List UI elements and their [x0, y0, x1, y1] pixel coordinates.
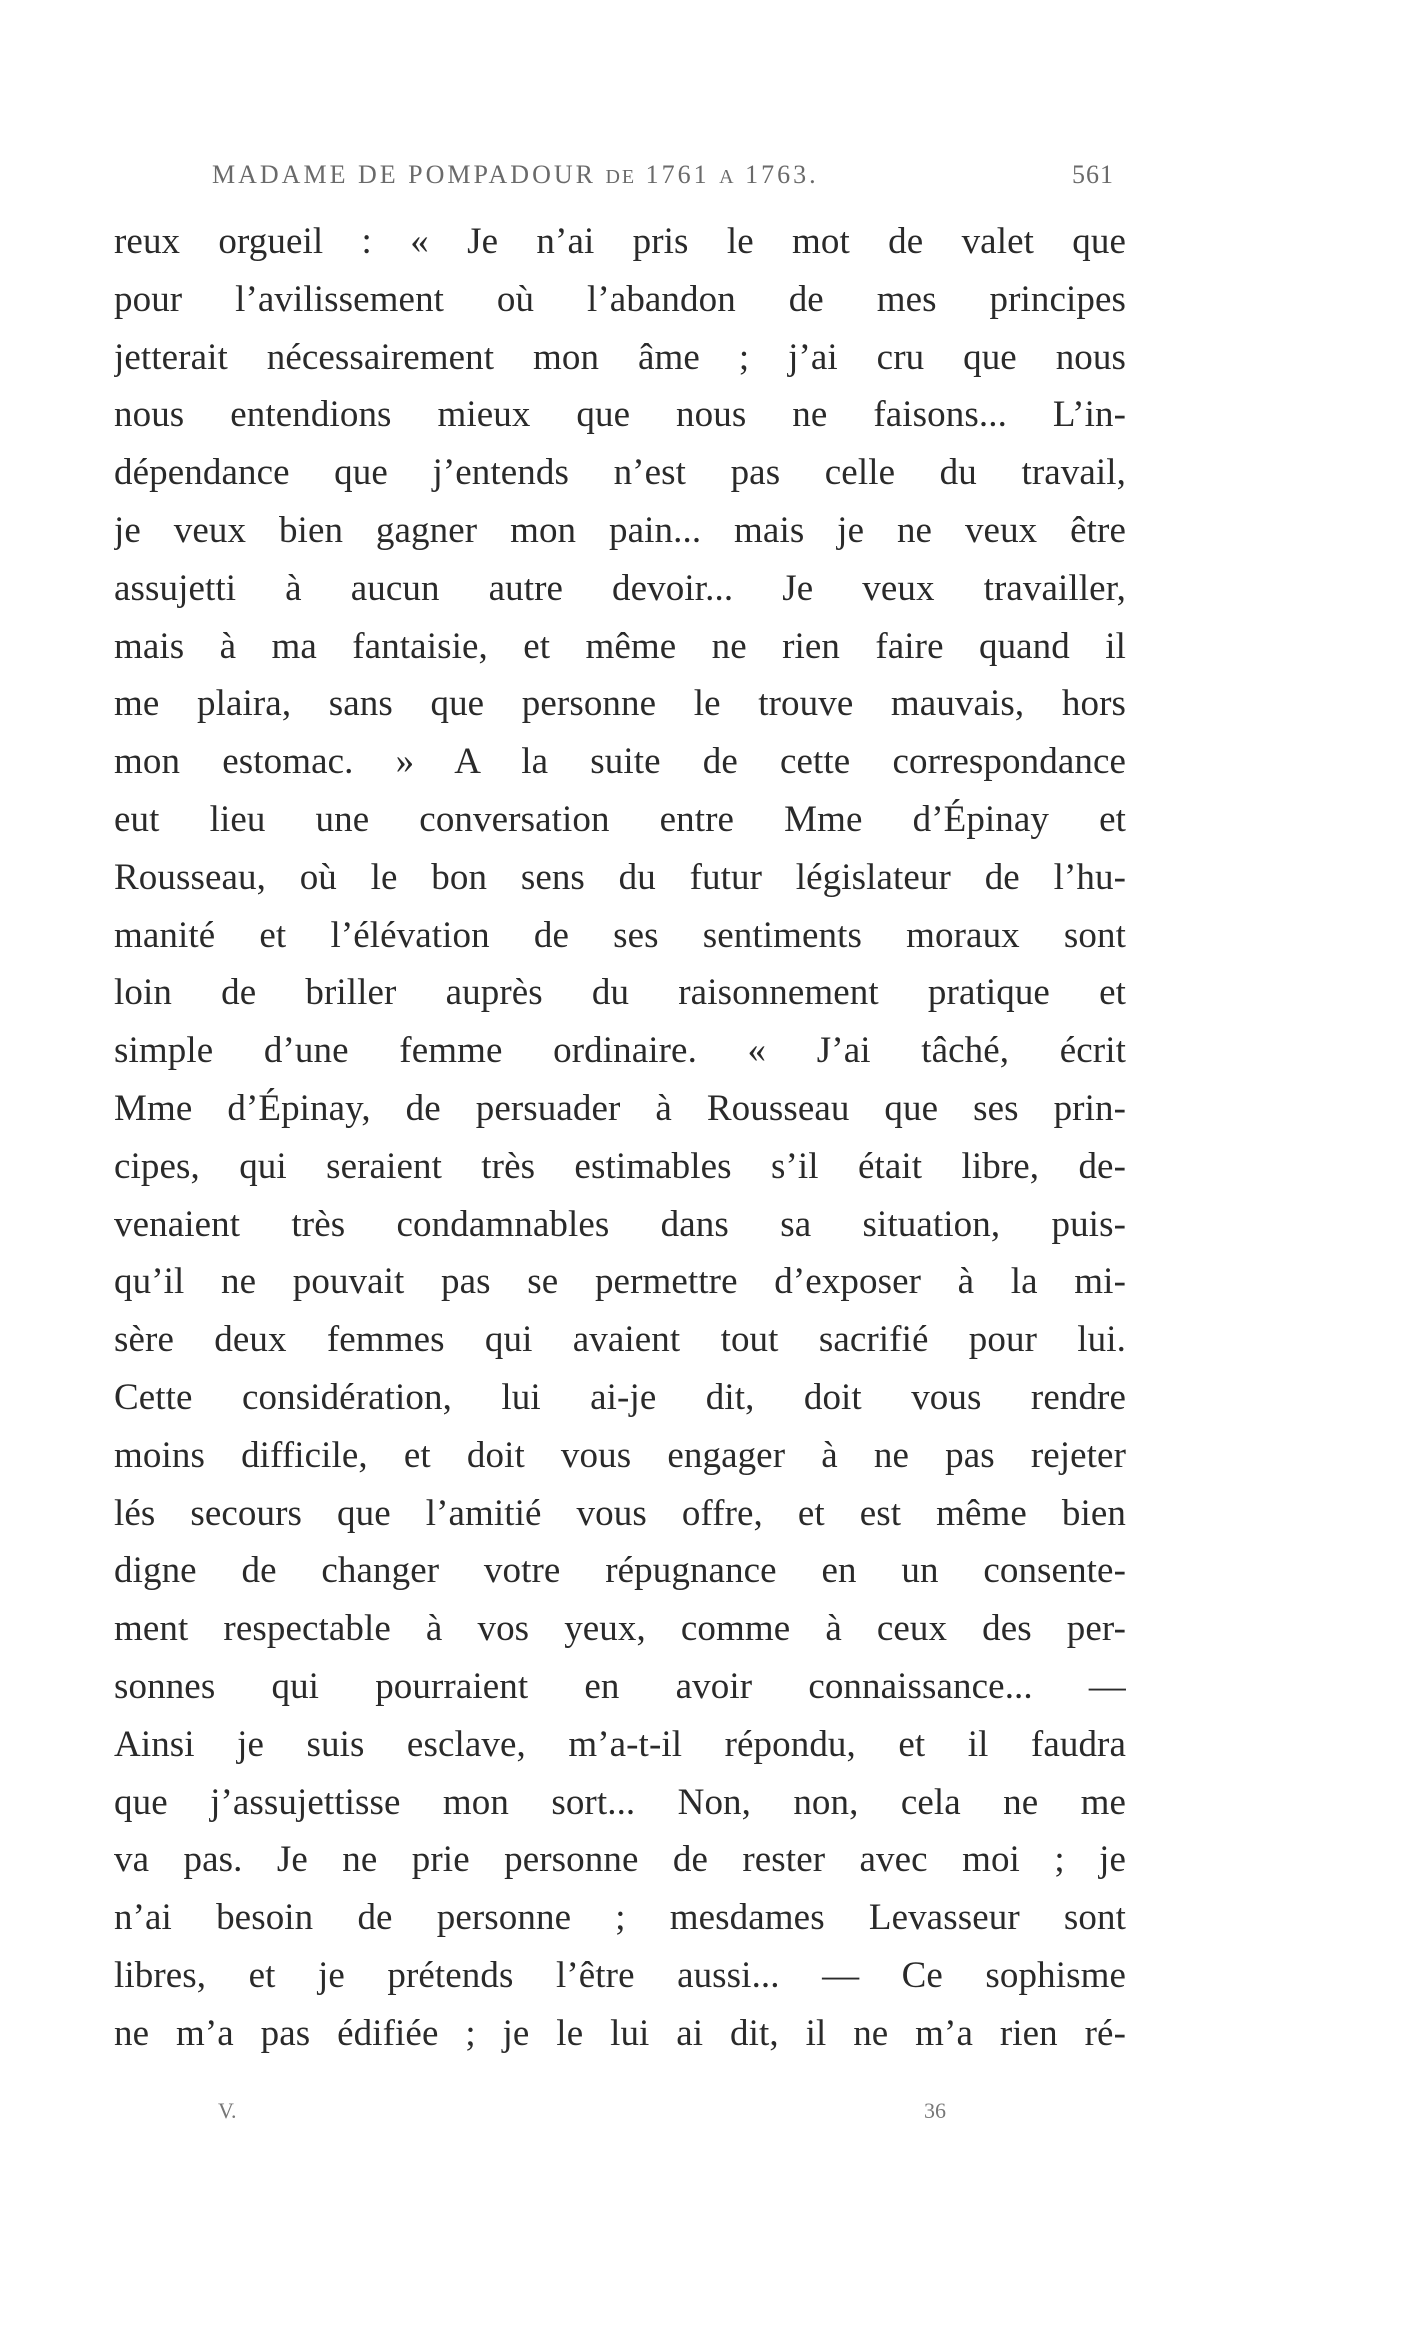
running-head: [212, 160, 1114, 200]
text-line: simple d’une femme ordinaire. « J’ai tâché, écrit: [114, 1030, 1126, 1072]
text-line: je veux bien gagner mon pain... mais je ne veux être: [114, 509, 1126, 551]
text-line: mais à ma fantaisie, et même ne rien faire quand il: [114, 625, 1126, 667]
text-line: Ainsi je suis esclave, m’a-t-il répondu, et il faudra: [114, 1723, 1126, 1765]
text-line: mon estomac. » A la suite de cette correspondance: [114, 741, 1126, 783]
text-line: ne m’a pas édifiée ; je le lui ai dit, il ne m’a rien ré-: [114, 2012, 1126, 2054]
text-line: sère deux femmes qui avaient tout sacrifié pour lui.: [114, 1319, 1126, 1361]
text-line: Rousseau, où le bon sens du futur législateur de l’hu-: [114, 856, 1126, 898]
text-line: cipes, qui seraient très estimables s’il était libre, de-: [114, 1145, 1126, 1187]
text-line: qu’il ne pouvait pas se permettre d’exposer à la mi-: [114, 1261, 1126, 1303]
running-head-title-de: DE: [605, 166, 637, 188]
text-line: jetterait nécessairement mon âme ; j’ai cru que nous: [114, 336, 1126, 378]
text-line: me plaira, sans que personne le trouve mauvais, hors: [114, 683, 1126, 725]
text-line: moins difficile, et doit vous engager à ne pas rejeter: [114, 1434, 1126, 1476]
text-line: assujetti à aucun autre devoir... Je veux travailler,: [114, 567, 1126, 609]
signature-mark: V.: [218, 2098, 237, 2123]
text-line: va pas. Je ne prie personne de rester avec moi ; je: [114, 1839, 1126, 1881]
page-number: 561: [1072, 160, 1114, 189]
text-line: que j’assujettisse mon sort... Non, non, cela ne me: [114, 1781, 1126, 1823]
text-line: Cette considération, lui ai-je dit, doit vous rendre: [114, 1376, 1126, 1418]
running-head-title-main: MADAME DE POMPADOUR: [212, 160, 606, 189]
text-line: digne de changer votre répugnance en un consente-: [114, 1550, 1126, 1592]
text-line: eut lieu une conversation entre Mme d’Épinay et: [114, 798, 1126, 840]
text-line: reux orgueil : « Je n’ai pris le mot de valet que: [114, 221, 1126, 262]
running-head-title-year-end: 1763.: [735, 160, 819, 189]
text-line: dépendance que j’entends n’est pas celle du travail,: [114, 452, 1126, 494]
running-head-title-a: A: [719, 166, 736, 188]
running-head-title: [212, 160, 819, 190]
text-line: libres, et je prétends l’être aussi... — Ce sophisme: [114, 1954, 1126, 1996]
text-line: venaient très condamnables dans sa situation, puis-: [114, 1203, 1126, 1245]
text-line: sonnes qui pourraient en avoir connaissance... —: [114, 1665, 1126, 1707]
page-footer: [0, 2098, 1413, 2128]
body-text: [114, 213, 1126, 2063]
running-head-title-year-start: 1761: [636, 160, 720, 189]
text-line: ment respectable à vos yeux, comme à ceux des per-: [114, 1608, 1126, 1650]
text-line: pour l’avilissement où l’abandon de mes principes: [114, 278, 1126, 320]
text-line: nous entendions mieux que nous ne faisons... L’in-: [114, 394, 1126, 436]
sheet-number: 36: [924, 2098, 946, 2123]
text-line: lés secours que l’amitié vous offre, et est même bien: [114, 1492, 1126, 1534]
text-line: loin de briller auprès du raisonnement pratique et: [114, 972, 1126, 1014]
text-line: n’ai besoin de personne ; mesdames Levasseur sont: [114, 1897, 1126, 1939]
text-line: manité et l’élévation de ses sentiments moraux sont: [114, 914, 1126, 956]
text-line: Mme d’Épinay, de persuader à Rousseau que ses prin-: [114, 1087, 1126, 1129]
